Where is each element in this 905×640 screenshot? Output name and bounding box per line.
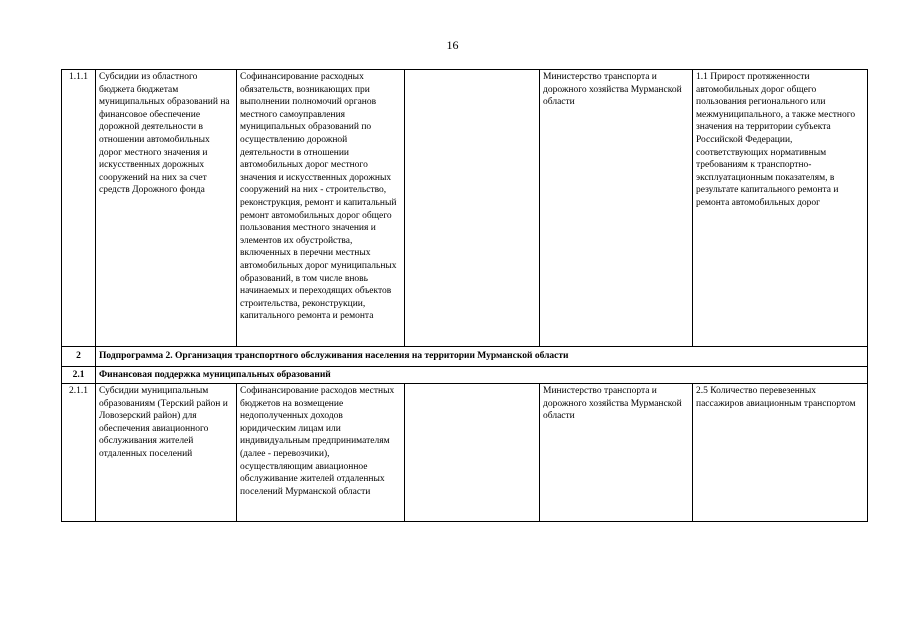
executor: Министерство транспорта и дорожного хозяйства Мурманской области bbox=[540, 70, 693, 347]
measure-name: Субсидии из областного бюджета бюджетам муниципальных образований на финансовое обеспечение дорожной деятельности в отношении автомобильных дорог местного значения и искусственных дорожных сооружений на них за счет средств Дорожного фонда bbox=[96, 70, 237, 347]
row-number: 1.1.1 bbox=[62, 70, 96, 347]
program-table bbox=[61, 69, 868, 522]
blank-cell bbox=[405, 70, 540, 347]
row-number: 2.1.1 bbox=[62, 384, 96, 522]
section-number: 2 bbox=[62, 347, 96, 367]
section-row bbox=[62, 367, 868, 384]
blank-cell bbox=[405, 384, 540, 522]
measure-description: Софинансирование расходов местных бюджетов на возмещение недополученных доходов юридическим лицам или индивидуальным предпринимателям (далее - перевозчики), осуществляющим авиационное обслуживание жителей отдаленных поселений Мурманской области bbox=[237, 384, 405, 522]
section-title: Финансовая поддержка муниципальных образований bbox=[96, 367, 868, 384]
executor: Министерство транспорта и дорожного хозяйства Мурманской области bbox=[540, 384, 693, 522]
section-title: Подпрограмма 2. Организация транспортного обслуживания населения на территории Мурманской области bbox=[96, 347, 868, 367]
indicator: 1.1 Прирост протяженности автомобильных дорог общего пользования регионального или межмуниципального, а также местного значения на территории субъекта Российской Федерации, соответствующих нормативным требованиям к транспортно-эксплуатационным показателям, в результате капитального ремонта и ремонта автомобильных дорог bbox=[693, 70, 868, 347]
indicator: 2.5 Количество перевезенных пассажиров авиационным транспортом bbox=[693, 384, 868, 522]
section-number: 2.1 bbox=[62, 367, 96, 384]
table-row bbox=[62, 384, 868, 522]
page-number: 16 bbox=[446, 38, 459, 52]
measure-name: Субсидии муниципальным образованиям (Терский район и Ловозерский район) для обеспечения авиационного обслуживания жителей отдаленных поселений bbox=[96, 384, 237, 522]
measure-description: Софинансирование расходных обязательств, возникающих при выполнении полномочий органов местного самоуправления муниципальных образований по осуществлению дорожной деятельности в отношении автомобильных дорог местного значения и искусственных дорожных сооружений на них - строительство, реконструкция, ремонт и капитальный ремонт автомобильных дорог общего пользования местного значения и элементов их обустройства, включенных в перечни местных автомобильных дорог муниципальных образований, в том числе вновь начинаемых и переходящих объектов строительства, реконструкции, капитального ремонта и ремонта bbox=[237, 70, 405, 347]
section-row bbox=[62, 347, 868, 367]
table-row bbox=[62, 70, 868, 347]
